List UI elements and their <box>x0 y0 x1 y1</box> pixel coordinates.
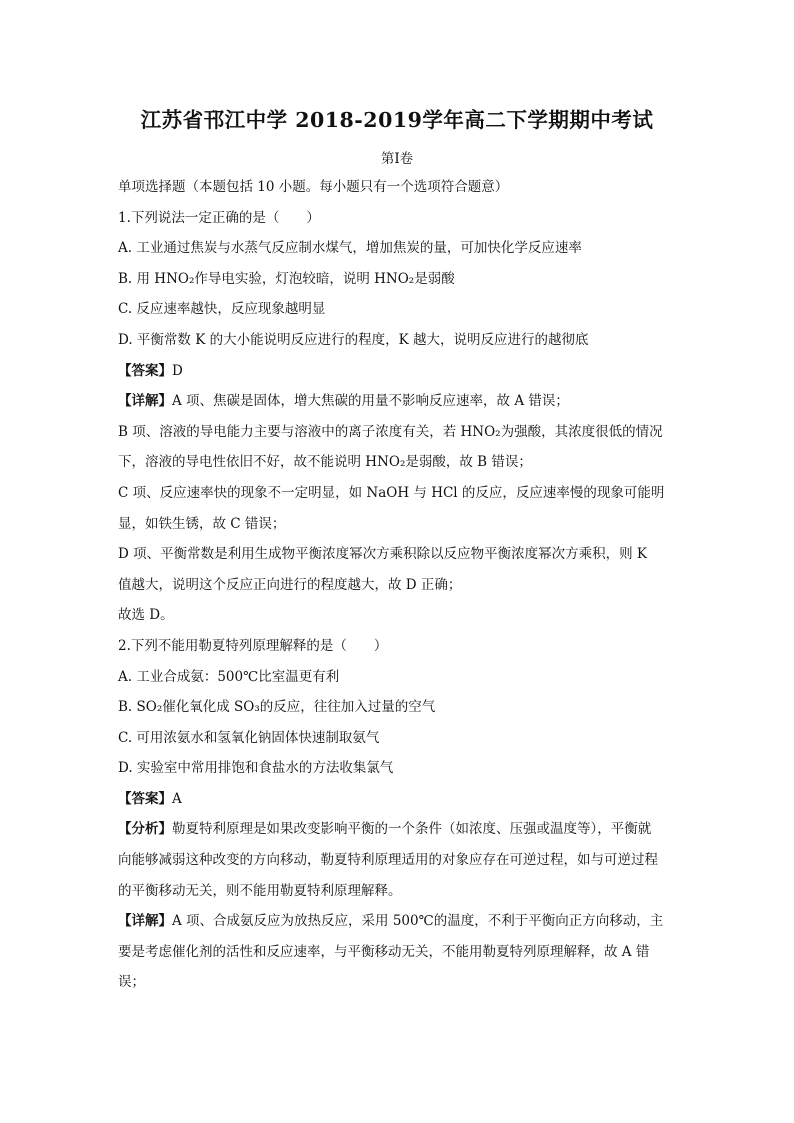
text-line <box>118 237 684 268</box>
line-text: 故选 D。 <box>118 607 174 624</box>
line-text: 下，溶液的导电性依旧不好，故不能说明 HNO₂是弱酸，故 B 错误； <box>118 454 532 471</box>
text-line <box>118 513 684 544</box>
section-label: 【详解】 <box>118 393 172 410</box>
section-heading: 第Ⅰ卷 <box>380 151 414 167</box>
text-line <box>118 757 684 788</box>
line-text: B 项、溶液的导电能力主要与溶液中的离子浓度有关，若 HNO₂为强酸，其浓度很低的情况 <box>118 423 663 440</box>
text-line <box>118 360 684 391</box>
line-text: A. 工业合成氨：500℃比室温更有利 <box>118 668 340 685</box>
text-line <box>118 298 684 329</box>
text-line <box>118 666 684 697</box>
text-line <box>118 971 684 1002</box>
line-text: 误； <box>118 974 145 991</box>
line-text: D 项、平衡常数是利用生成物平衡浓度幂次方乘积除以反应物平衡浓度幂次方乘积，则 K <box>118 546 647 563</box>
line-text: 2.下列不能用勒夏特列原理解释的是（ ） <box>118 637 388 654</box>
text-line <box>118 421 684 452</box>
text-line <box>118 604 684 635</box>
line-text: 单项选择题（本题包括 10 小题。每小题只有一个选项符合题意） <box>118 179 509 195</box>
line-text: 的平衡移动无关，则不能用勒夏特利原理解释。 <box>118 882 402 899</box>
line-text: 勒夏特利原理是如果改变影响平衡的一个条件（如浓度、压强或温度等），平衡就 <box>172 821 652 838</box>
text-line <box>118 818 684 849</box>
text-line <box>118 268 684 299</box>
line-text: C. 可用浓氨水和氢氧化钠固体快速制取氨气 <box>118 729 380 746</box>
text-line <box>118 941 684 972</box>
line-text: D <box>172 362 183 379</box>
document-title: 江苏省邗江中学 2018-2019学年高二下学期期中考试 <box>140 108 654 132</box>
section-label: 【分析】 <box>118 821 172 838</box>
text-line <box>118 207 684 238</box>
text-line <box>118 329 684 360</box>
line-text: D. 实验室中常用排饱和食盐水的方法收集氯气 <box>118 760 394 777</box>
line-text: A <box>172 790 182 807</box>
section-label: 【详解】 <box>118 913 172 930</box>
line-text: C 项、反应速率快的现象不一定明显，如 NaOH 与 HCl 的反应，反应速率慢的现象可能明 <box>118 484 665 501</box>
line-text: C. 反应速率越快，反应现象越明显 <box>118 301 326 318</box>
line-text: B. 用 HNO₂作导电实验，灯泡较暗，说明 HNO₂是弱酸 <box>118 270 455 287</box>
line-text: A 项、焦碳是固体，增大焦碳的用量不影响反应速率，故 A 错误； <box>172 393 569 410</box>
text-line <box>118 727 684 758</box>
text-line <box>118 849 684 880</box>
text-line <box>118 696 684 727</box>
text-line <box>118 574 684 605</box>
text-line <box>118 390 684 421</box>
text-line <box>118 910 684 941</box>
line-text: 显，如铁生锈，故 C 错误； <box>118 515 286 532</box>
text-line <box>118 788 684 819</box>
line-text: A. 工业通过焦炭与水蒸气反应制水煤气，增加焦炭的量，可加快化学反应速率 <box>118 240 582 257</box>
line-text: 值越大，说明这个反应正向进行的程度越大，故 D 正确； <box>118 576 462 593</box>
line-text: A 项、合成氨反应为放热反应，采用 500℃的温度，不利于平衡向正方向移动，主 <box>172 913 664 930</box>
text-line <box>118 635 684 666</box>
line-text: D. 平衡常数 K 的大小能说明反应进行的程度，K 越大，说明反应进行的越彻底 <box>118 331 589 348</box>
line-text: 要是考虑催化剂的活性和反应速率，与平衡移动无关，不能用勒夏特列原理解释，故 A 错 <box>118 943 650 960</box>
section-label: 【答案】 <box>118 362 172 379</box>
text-line <box>118 482 684 513</box>
text-line <box>118 451 684 482</box>
text-line <box>118 880 684 911</box>
document-body <box>118 176 684 1002</box>
line-text: 向能够减弱这种改变的方向移动，勒夏特利原理适用的对象应存在可逆过程，如与可逆过程 <box>118 852 658 869</box>
text-line <box>118 176 684 207</box>
text-line <box>118 543 684 574</box>
line-text: 1.下列说法一定正确的是（ ） <box>118 209 320 226</box>
line-text: B. SO₂催化氧化成 SO₃的反应，往往加入过量的空气 <box>118 699 436 716</box>
section-label: 【答案】 <box>118 790 172 807</box>
